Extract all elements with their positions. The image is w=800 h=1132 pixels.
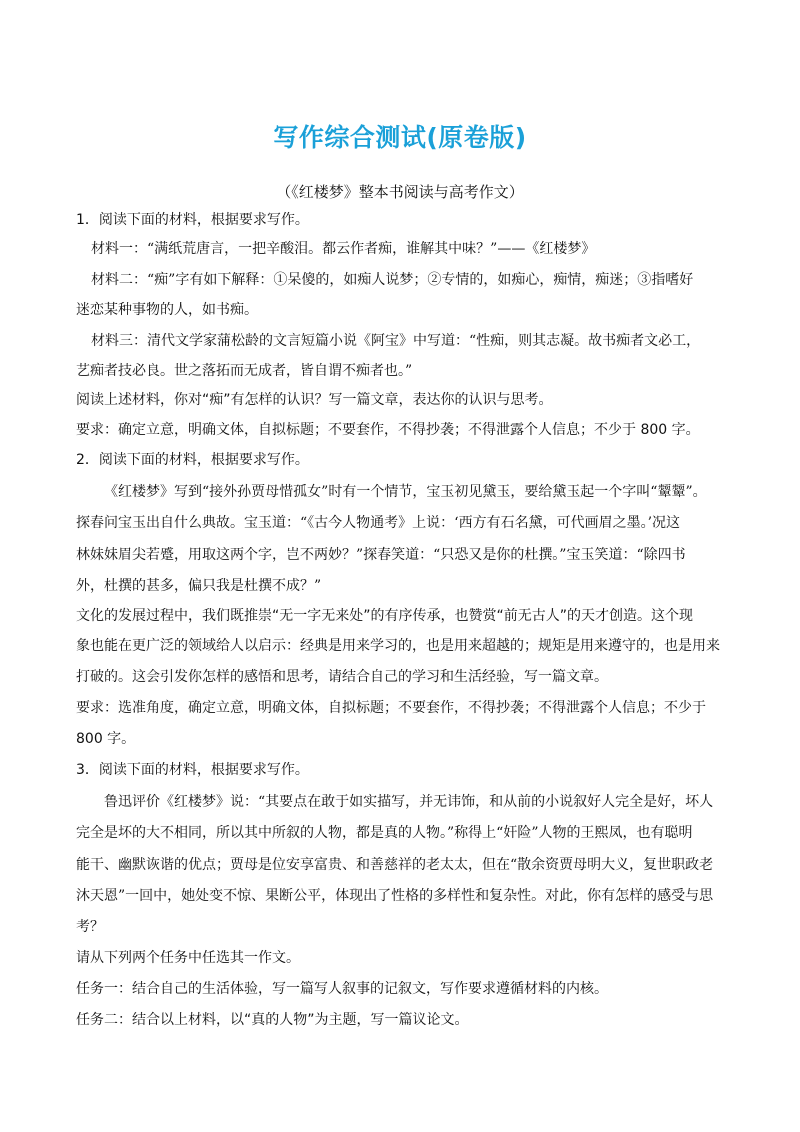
material-2-line-2: 迷恋某种事物的人，如书痴。 bbox=[76, 302, 258, 318]
question-2-heading: 2．阅读下面的材料，根据要求写作。 bbox=[76, 452, 309, 468]
question-2-requirements-line-1: 要求：选准角度，确定立意，明确文体，自拟标题；不要套作，不得抄袭；不得泄露个人信息；不少于 bbox=[76, 700, 706, 716]
question-2-requirements-line-2: 800 字。 bbox=[76, 731, 136, 747]
question-3-material-line-4: 沐天恩”一回中，她处变不惊、果断公平，体现出了性格的多样性和复杂性。对此，你有怎样的感受与思 bbox=[76, 888, 714, 904]
question-1-requirements: 要求：确定立意，明确文体，自拟标题；不要套作，不得抄袭；不得泄露个人信息；不少于 800 字。 bbox=[76, 422, 700, 438]
question-2-prompt-line-2: 象也能在更广泛的领域给人以启示：经典是用来学习的，也是用来超越的；规矩是用来遵守的，也是用来 bbox=[76, 638, 720, 654]
question-3-instruction: 请从下列两个任务中任选其一作文。 bbox=[76, 950, 300, 966]
question-2-material-line-1: 《红楼梦》写到“接外孙贾母惜孤女”时有一个情节，宝玉初见黛玉，要给黛玉起一个字叫“颦颦”。 bbox=[104, 484, 707, 500]
material-3-line-1: 材料三：清代文学家蒲松龄的文言短篇小说《阿宝》中写道：“性痴，则其志凝。故书痴者文必工， bbox=[91, 333, 701, 349]
question-3-material-line-5: 考？ bbox=[76, 919, 104, 935]
question-2-material-line-4: 外，杜撰的甚多，偏只我是杜撰不成？” bbox=[76, 578, 322, 594]
question-1-prompt: 阅读上述材料，你对“痴”有怎样的认识？写一篇文章，表达你的认识与思考。 bbox=[76, 392, 553, 408]
question-3-material-line-3: 能干、幽默诙谐的优点；贾母是位安享富贵、和善慈祥的老太太，但在“散余资贾母明大义，复世职政老 bbox=[76, 857, 714, 873]
question-3-material-line-1: 鲁迅评价《红楼梦》说：“其要点在敢于如实描写，并无讳饰，和从前的小说叙好人完全是好，坏人 bbox=[104, 794, 714, 810]
question-2-material-line-3: 林妹妹眉尖若蹙，用取这两个字，岂不两妙？”探春笑道：“只恐又是你的杜撰。”宝玉笑道：“除四书 bbox=[76, 547, 686, 563]
question-2-prompt-line-1: 文化的发展过程中，我们既推崇“无一字无来处”的有序传承，也赞赏“前无古人”的天才创造。这个现 bbox=[76, 608, 694, 624]
question-1-heading: 1．阅读下面的材料，根据要求写作。 bbox=[76, 212, 309, 228]
material-1: 材料一：“满纸荒唐言，一把辛酸泪。都云作者痴，谁解其中味？”——《红楼梦》 bbox=[91, 241, 596, 257]
question-3-material-line-2: 完全是坏的大不相同，所以其中所叙的人物，都是真的人物。”称得上“奸险”人物的王熙凤，也有聪明 bbox=[76, 825, 693, 841]
question-3-heading: 3．阅读下面的材料，根据要求写作。 bbox=[76, 762, 309, 778]
document-title: 写作综合测试(原卷版) bbox=[273, 123, 527, 152]
question-2-prompt-line-3: 打破的。这会引发你怎样的感悟和思考，请结合自己的学习和生活经验，写一篇文章。 bbox=[76, 669, 608, 685]
question-2-material-line-2: 探春问宝玉出自什么典故。宝玉道：“《古今人物通考》上说：‘西方有石名黛，可代画眉之墨。’况这 bbox=[76, 515, 681, 531]
material-3-line-2: 艺痴者技必良。世之落拓而无成者，皆自谓不痴者也。” bbox=[76, 363, 413, 379]
material-2-line-1: 材料二：“痴”字有如下解释：①呆傻的，如痴人说梦；②专情的，如痴心，痴情，痴迷；③指嗜好 bbox=[91, 272, 694, 288]
task-2: 任务二：结合以上材料，以“真的人物”为主题，写一篇议论文。 bbox=[76, 1012, 469, 1028]
task-1: 任务一：结合自己的生活体验，写一篇写人叙事的记叙文，写作要求遵循材料的内核。 bbox=[76, 981, 608, 997]
document-subtitle: （《红楼梦》整本书阅读与高考作文） bbox=[276, 183, 524, 201]
